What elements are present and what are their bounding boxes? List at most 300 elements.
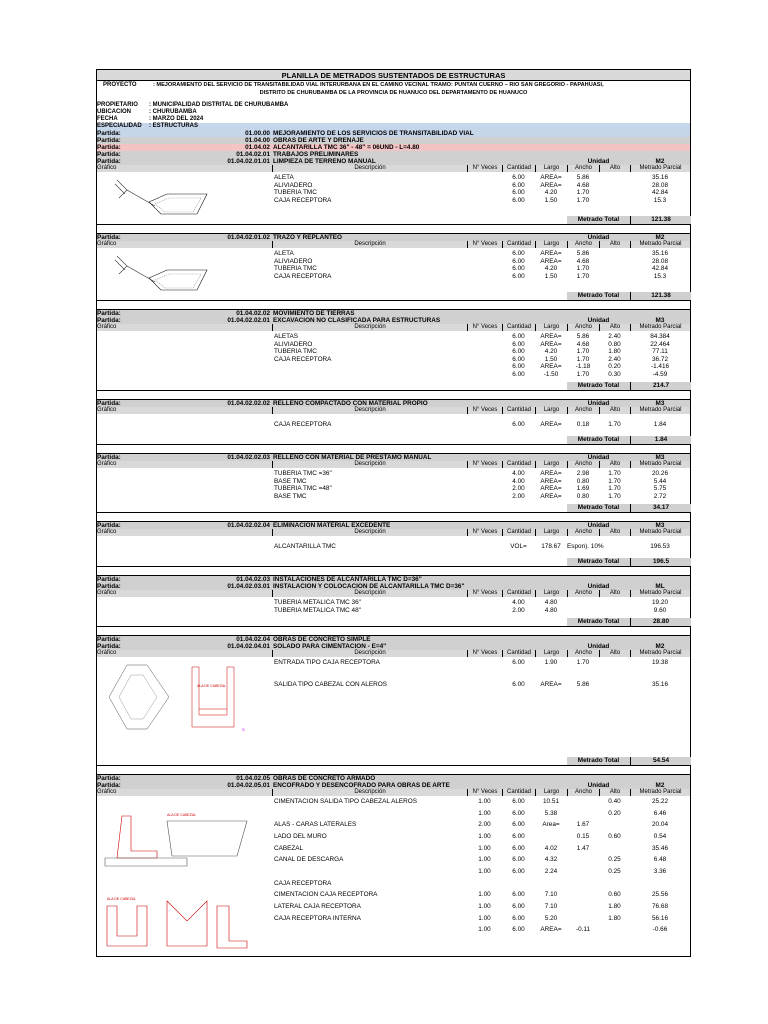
largo-header: Largo — [535, 165, 567, 172]
item-ancho — [567, 868, 599, 876]
grafico-header: Gráfico — [97, 407, 117, 413]
unidad-label: Unidad — [587, 454, 610, 461]
item-largo: AREA= — [540, 363, 562, 370]
nveces-header: N° Veces — [467, 789, 502, 796]
item-alto — [599, 607, 630, 615]
section-body — [97, 468, 690, 504]
item-ancho: 5.86 — [576, 174, 590, 181]
descripcion-header: Descripción — [272, 165, 467, 172]
metrado-total-label: Metrado Total — [567, 757, 630, 765]
sheet-title: PLANILLA DE METRADOS SUSTENTADOS DE ESTRUCTURAS — [97, 70, 690, 81]
section-gap — [97, 444, 690, 454]
grafico-header: Gráfico — [97, 650, 117, 656]
partida-group-row — [97, 636, 690, 643]
parcial-header: Metrado Parcial — [630, 461, 690, 468]
partida-code: 01.04.02.01.02 — [227, 234, 270, 241]
item-ancho — [567, 891, 599, 899]
ancho-header: Ancho — [567, 789, 599, 796]
item-nveces — [467, 607, 502, 615]
item-ancho — [567, 915, 599, 923]
item-description: CAJA RECEPTORA — [274, 196, 332, 204]
descripcion-header: Descripción — [272, 789, 467, 796]
largo-header: Largo — [535, 650, 567, 657]
partida-name: ELIMINACION MATERIAL EXCEDENTE — [273, 522, 391, 529]
item-parcial — [630, 880, 690, 888]
ubicacion-value: : CHURUBAMBA — [149, 109, 197, 115]
metrado-total-row — [97, 618, 690, 626]
item-row — [97, 659, 690, 667]
grafico-header: Gráfico — [97, 165, 117, 171]
item-row — [97, 493, 690, 501]
grafico-header: Gráfico — [97, 324, 117, 330]
column-header — [97, 407, 690, 414]
partida-label: Partida: — [97, 317, 121, 324]
item-row — [97, 599, 690, 607]
alto-header: Alto — [599, 461, 630, 468]
alto-header: Alto — [599, 165, 630, 172]
item-row — [97, 926, 690, 934]
item-cantidad: 6.00 — [512, 926, 525, 934]
section-body — [97, 248, 690, 292]
item-largo: 1.50 — [544, 196, 558, 204]
item-cantidad: 6.00 — [512, 189, 525, 196]
section-gap — [97, 390, 690, 400]
item-row — [97, 856, 690, 864]
partida-name: LIMPIEZA DE TERRENO MANUAL — [273, 158, 376, 165]
partida-code: 01.04.02 — [245, 144, 270, 151]
item-row — [97, 891, 690, 899]
item-parcial: 84.384 — [650, 333, 670, 340]
partida-row — [97, 643, 690, 650]
partida-code: 01.04.02.02.03 — [227, 454, 270, 461]
ancho-header: Ancho — [567, 650, 599, 657]
top-partidas — [97, 130, 690, 158]
item-alto — [599, 845, 630, 853]
item-row — [97, 810, 690, 818]
cantidad-header: Cantidad — [502, 407, 535, 414]
section-gap — [97, 300, 690, 310]
unidad-label: Unidad — [587, 400, 610, 407]
item-largo: 1.50 — [544, 272, 558, 280]
top-partida-row — [97, 137, 690, 144]
item-largo: AREA= — [540, 477, 562, 485]
item-largo: AREA= — [540, 926, 562, 934]
item-row — [97, 197, 690, 205]
item-parcial: 77.11 — [652, 348, 668, 355]
metrado-total-row — [97, 292, 690, 300]
fecha-label: FECHA — [97, 116, 118, 122]
item-row — [97, 607, 690, 615]
parcial-header: Metrado Parcial — [630, 590, 690, 597]
item-cantidad: 6.00 — [512, 659, 525, 666]
descripcion-header: Descripción — [272, 590, 467, 597]
item-alto — [599, 258, 630, 266]
partida-name: RELLENO CON MATERIAL DE PRESTAMO MANUAL — [273, 454, 432, 461]
alto-header: Alto — [599, 789, 630, 796]
partida-code: 01.04.02.04 — [236, 636, 270, 643]
partida-row — [97, 400, 690, 407]
descripcion-header: Descripción — [272, 650, 467, 657]
partida-section — [97, 158, 690, 224]
partida-name: ALCANTARILLA TMC 36" - 48" = 06UND - L=4.80 — [273, 144, 420, 151]
propietario-value: : MUNICIPALIDAD DISTRITAL DE CHURUBAMBA — [149, 102, 289, 108]
item-description: ALIVIADERO — [274, 340, 313, 348]
item-nveces: 1.00 — [478, 844, 491, 852]
section-body — [97, 536, 690, 558]
metrado-total-label: Metrado Total — [567, 382, 630, 390]
item-description: ALAS - CARAS LATERALES — [274, 821, 357, 829]
parcial-header: Metrado Parcial — [630, 165, 690, 172]
item-row — [97, 273, 690, 281]
item-largo: AREA= — [540, 250, 562, 257]
item-ancho: 0.18 — [576, 421, 590, 428]
item-description: TUBERIA TMC =48" — [274, 485, 332, 492]
item-cantidad: 6.00 — [512, 809, 525, 817]
metrado-total-value: 121.38 — [630, 292, 691, 300]
item-cantidad: 2.00 — [512, 492, 525, 500]
partida-label: Partida: — [97, 137, 121, 144]
alto-header: Alto — [599, 241, 630, 248]
item-parcial: 25.56 — [652, 891, 668, 899]
partida-label: Partida: — [97, 583, 121, 590]
metrado-total-row — [97, 757, 690, 765]
partida-label: Partida: — [97, 130, 121, 137]
item-parcial: -4.59 — [652, 370, 668, 378]
item-largo: AREA= — [540, 333, 562, 340]
item-description: CANAL DE DESCARGA — [274, 856, 344, 864]
item-ancho: 0.80 — [576, 477, 590, 485]
partida-label: Partida: — [97, 576, 121, 583]
partida-code: 01.04.02.03.01 — [227, 583, 270, 590]
column-header — [97, 324, 690, 331]
partida-row — [97, 583, 690, 590]
section-body — [97, 414, 690, 436]
item-alto — [599, 250, 630, 258]
cantidad-header: Cantidad — [502, 590, 535, 597]
item-parcial: 28.08 — [652, 257, 668, 265]
largo-header: Largo — [535, 407, 567, 414]
partida-label: Partida: — [97, 643, 121, 650]
item-row — [97, 845, 690, 853]
cantidad-header: Cantidad — [502, 650, 535, 657]
item-row — [97, 880, 690, 888]
parcial-header: Metrado Parcial — [630, 789, 690, 796]
item-alto: 1.70 — [608, 485, 621, 492]
item-parcial: 20.26 — [652, 470, 668, 477]
grafico-header: Gráfico — [97, 529, 117, 535]
item-largo: 7.10 — [544, 891, 558, 899]
partida-code: 01.04.02.01.01 — [227, 158, 270, 165]
proyecto-label: PROYECTO — [103, 82, 137, 88]
item-alto — [599, 189, 630, 197]
partida-label: Partida: — [97, 775, 121, 782]
item-parcial: 76.68 — [652, 903, 668, 910]
item-alto — [599, 265, 630, 273]
partida-section — [97, 224, 690, 300]
item-row — [97, 363, 690, 371]
metrado-total-label: Metrado Total — [567, 292, 630, 300]
partida-name: MOVIMIENTO DE TIERRAS — [273, 310, 355, 317]
item-parcial: 42.84 — [652, 189, 668, 196]
item-largo: 1.90 — [544, 659, 558, 666]
partida-code: 01.04.02.04.01 — [227, 643, 270, 650]
item-alto: 0.60 — [608, 833, 621, 840]
metrado-total-label: Metrado Total — [567, 618, 630, 626]
partida-section — [97, 390, 690, 444]
ancho-header: Ancho — [567, 407, 599, 414]
largo-header: Largo — [535, 241, 567, 248]
proyecto-line1: : MEJORAMIENTO DEL SERVICIO DE TRANSITABILIDAD VIAL INTERURBANA EN EL CAMINO VECINAL TRAMO: PUNTAN CUERNO – RIO SAN GREGORIO - PAPAHUASI, — [153, 82, 604, 88]
item-alto: 1.80 — [608, 903, 621, 910]
unidad-value: M2 — [655, 643, 665, 650]
descripcion-header: Descripción — [272, 461, 467, 468]
partida-label: Partida: — [97, 234, 121, 241]
item-ancho — [567, 810, 599, 818]
item-parcial: 3.36 — [653, 868, 667, 875]
metrado-total-row — [97, 216, 690, 224]
alto-header: Alto — [599, 324, 630, 331]
item-cantidad: 6.00 — [512, 821, 525, 829]
ancho-header: Ancho — [567, 461, 599, 468]
item-alto: 1.70 — [608, 421, 621, 428]
item-description: SALIDA TIPO CABEZAL CON ALEROS — [274, 681, 387, 688]
item-nveces — [467, 265, 502, 273]
item-ancho: 1.70 — [576, 189, 590, 196]
item-largo: 4.32 — [544, 856, 558, 864]
ancho-header: Ancho — [567, 241, 599, 248]
item-largo: 4.20 — [544, 265, 558, 272]
item-nveces — [467, 363, 502, 371]
top-partida-row — [97, 130, 690, 137]
item-parcial: 36.72 — [652, 355, 668, 363]
proyecto-line2: DISTRITO DE CHURUBAMBA DE LA PROVINCIA DE HUANUCO DEL DEPARTAMENTO DE HUANUCO — [259, 90, 528, 96]
svg-text:ALA DE CABEZAL: ALA DE CABEZAL — [167, 813, 197, 817]
item-ancho — [567, 856, 599, 864]
partida-name: EXCAVACION NO CLASIFICADA PARA ESTRUCTURAS — [273, 317, 441, 324]
item-alto: 0.80 — [608, 340, 621, 348]
unidad-label: Unidad — [587, 158, 610, 165]
item-alto: 1.80 — [608, 914, 621, 922]
largo-header: Largo — [535, 590, 567, 597]
nveces-header: N° Veces — [467, 461, 502, 468]
item-parcial: 35.16 — [652, 174, 668, 181]
item-description: ENTRADA TIPO CAJA RECEPTORA — [274, 659, 380, 666]
item-alto: 0.20 — [608, 809, 621, 817]
ancho-header: Ancho — [567, 590, 599, 597]
item-alto: 0.30 — [608, 370, 621, 378]
item-parcial: 42.84 — [652, 265, 668, 272]
item-cantidad: 6.00 — [512, 265, 525, 272]
column-header — [97, 461, 690, 468]
item-cantidad: 6.00 — [512, 891, 525, 899]
grafico-header: Gráfico — [97, 461, 117, 467]
item-cantidad: 6.00 — [512, 272, 525, 280]
partida-label: Partida: — [97, 636, 121, 643]
largo-header: Largo — [535, 461, 567, 468]
partida-group-row — [97, 310, 690, 317]
item-nveces: 1.00 — [478, 903, 491, 910]
item-parcial: 9.60 — [653, 606, 667, 614]
item-nveces: 1.00 — [478, 868, 491, 875]
item-row — [97, 333, 690, 341]
item-alto — [599, 821, 630, 829]
item-row — [97, 421, 690, 429]
item-description: ALIVIADERO — [274, 257, 313, 265]
item-nveces — [467, 333, 502, 341]
ancho-header: Ancho — [567, 529, 599, 536]
item-alto: 0.40 — [608, 798, 621, 805]
item-largo: AREA= — [540, 174, 562, 181]
item-description: LATERAL CAJA RECEPTORA — [274, 903, 361, 910]
partida-code: 01.04.02.02.02 — [227, 400, 270, 407]
partida-name: TRABAJOS PRELIMINARES — [273, 151, 359, 158]
column-header — [97, 650, 690, 657]
item-alto: 0.25 — [608, 868, 621, 875]
item-largo — [535, 880, 567, 888]
item-largo: AREA= — [540, 492, 562, 500]
item-row — [97, 258, 690, 266]
item-nveces: 1.00 — [478, 798, 491, 805]
item-largo: 2.24 — [544, 868, 558, 875]
item-alto — [599, 174, 630, 182]
item-ancho: 1.70 — [576, 659, 590, 666]
item-cantidad: 6.00 — [512, 856, 525, 864]
item-description: CAJA RECEPTORA — [274, 879, 332, 887]
item-cantidad: 6.00 — [512, 181, 525, 189]
item-largo: 4.20 — [544, 348, 558, 355]
propietario-label: PROPIETARIO — [97, 102, 138, 108]
item-nveces — [467, 258, 502, 266]
item-cantidad: VOL= — [510, 543, 527, 550]
partida-label: Partida: — [97, 522, 121, 529]
largo-header: Largo — [535, 324, 567, 331]
cantidad-header: Cantidad — [502, 165, 535, 172]
item-cantidad: 6.00 — [512, 355, 525, 363]
ancho-header: Ancho — [567, 324, 599, 331]
item-largo: 1.50 — [544, 355, 558, 363]
especialidad-value: : ESTRUCTURAS — [149, 123, 198, 129]
item-alto — [599, 659, 630, 667]
fecha-value: : MARZO DEL 2024 — [149, 116, 204, 122]
item-nveces: 1.00 — [478, 926, 491, 934]
item-largo: AREA= — [540, 340, 562, 348]
item-row — [97, 356, 690, 364]
item-description: TUBERIA TMC — [274, 189, 317, 196]
item-row — [97, 543, 690, 551]
item-row — [97, 485, 690, 493]
item-description: ALETAS — [274, 333, 299, 340]
item-nveces: 1.00 — [478, 914, 491, 922]
item-alto — [599, 681, 630, 689]
partida-section — [97, 300, 690, 390]
item-parcial: 5.75 — [653, 485, 667, 492]
largo-header: Largo — [535, 529, 567, 536]
item-largo: 10.51 — [543, 798, 559, 805]
item-parcial: 22.464 — [650, 340, 670, 348]
partida-code: 01.04.02.02.04 — [227, 522, 270, 529]
item-row — [97, 903, 690, 911]
parcial-header: Metrado Parcial — [630, 650, 690, 657]
column-header — [97, 165, 690, 172]
item-description: CAJA RECEPTORA — [274, 272, 332, 280]
item-largo — [535, 833, 567, 841]
cantidad-header: Cantidad — [502, 241, 535, 248]
item-description: TUBERIA TMC =36" — [274, 470, 332, 477]
partida-name: SOLADO PARA CIMENTACION - E=4" — [273, 643, 387, 650]
item-cantidad: 4.00 — [512, 477, 525, 485]
metrado-total-value: 214.7 — [630, 382, 691, 390]
partida-label: Partida: — [97, 310, 121, 317]
item-cantidad — [502, 880, 535, 888]
partida-label: Partida: — [97, 782, 121, 789]
grafico-header: Gráfico — [97, 590, 117, 596]
item-cantidad: 6.00 — [512, 333, 525, 340]
item-nveces — [467, 493, 502, 501]
item-ancho: -1.18 — [575, 363, 591, 370]
metrado-total-row — [97, 504, 690, 512]
item-alto: 0.20 — [608, 363, 621, 370]
item-ancho: 1.69 — [576, 485, 590, 492]
item-ancho: 1.70 — [576, 370, 590, 378]
partida-section — [97, 566, 690, 626]
item-ancho: 4.68 — [576, 340, 590, 348]
item-parcial: 25.22 — [652, 798, 668, 805]
item-nveces — [467, 174, 502, 182]
column-header — [97, 590, 690, 597]
item-nveces — [467, 273, 502, 281]
unidad-value: M3 — [655, 400, 665, 407]
metrado-total-row — [97, 558, 690, 566]
unidad-label: Unidad — [587, 234, 610, 241]
item-parcial: -0.66 — [652, 926, 668, 934]
item-row — [97, 174, 690, 182]
partida-row — [97, 522, 690, 529]
descripcion-header: Descripción — [272, 241, 467, 248]
cantidad-header: Cantidad — [502, 461, 535, 468]
alto-header: Alto — [599, 529, 630, 536]
item-ancho: 1.70 — [576, 348, 590, 355]
item-row — [97, 681, 690, 689]
parcial-header: Metrado Parcial — [630, 241, 690, 248]
item-cantidad: 6.00 — [512, 868, 525, 875]
item-alto: 0.60 — [608, 891, 621, 899]
largo-header: Largo — [535, 789, 567, 796]
item-cantidad: 6.00 — [512, 250, 525, 257]
item-parcial: 1.84 — [653, 421, 667, 428]
item-nveces: 1.00 — [478, 891, 491, 899]
partida-label: Partida: — [97, 158, 121, 165]
unidad-label: Unidad — [587, 782, 610, 789]
unidad-value: M2 — [655, 158, 665, 165]
unidad-value: M3 — [655, 454, 665, 461]
item-cantidad: 6.00 — [512, 681, 525, 688]
cantidad-header: Cantidad — [502, 324, 535, 331]
item-ancho: 4.68 — [576, 257, 590, 265]
item-parcial: 19.20 — [652, 599, 668, 606]
parcial-header: Metrado Parcial — [630, 407, 690, 414]
item-ancho: 5.86 — [576, 333, 590, 340]
section-drawing — [97, 657, 272, 742]
item-largo: 7.10 — [544, 903, 558, 910]
column-header — [97, 529, 690, 536]
item-nveces — [467, 371, 502, 379]
item-nveces — [467, 599, 502, 607]
partida-row — [97, 158, 690, 165]
item-alto — [599, 543, 630, 551]
item-nveces: 1.00 — [478, 833, 491, 840]
item-parcial: 15.3 — [653, 196, 667, 204]
section-gap — [97, 626, 690, 636]
